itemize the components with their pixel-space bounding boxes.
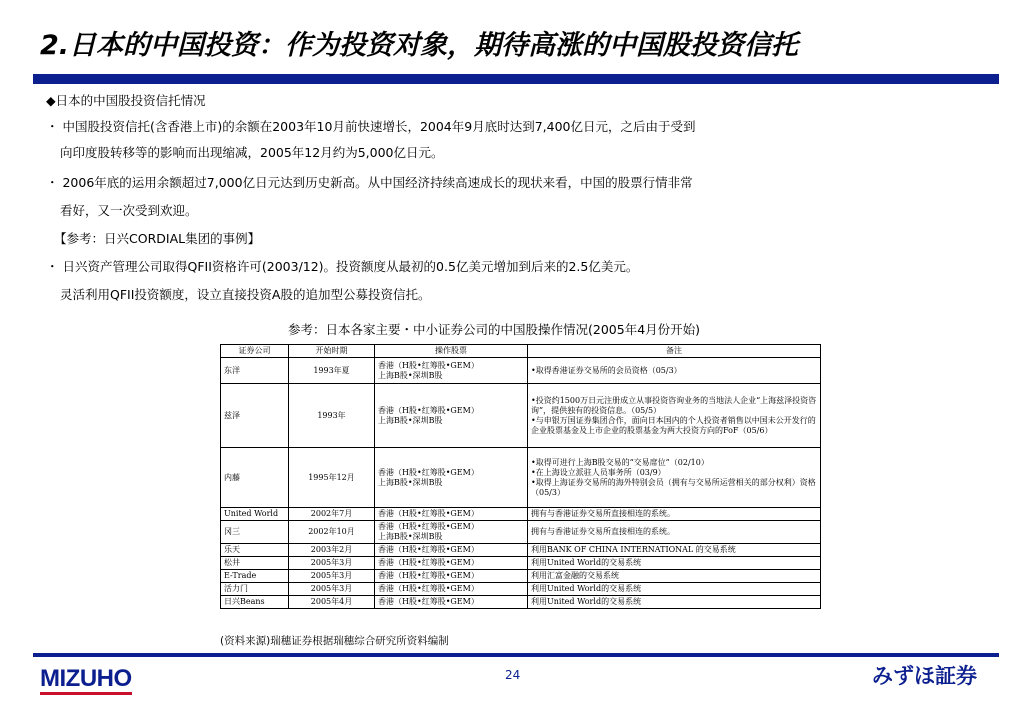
table-row bbox=[221, 508, 821, 521]
cell-stocks bbox=[375, 596, 528, 609]
stock-line: 上海B股•深圳B股 bbox=[378, 532, 443, 541]
cell-start: 1993年 bbox=[289, 384, 375, 448]
cell-start: 2005年3月 bbox=[289, 557, 375, 570]
cell-stocks bbox=[375, 521, 528, 544]
stock-line: 香港（H股•红筹股•GEM） bbox=[378, 558, 479, 567]
logo-underline bbox=[40, 692, 132, 695]
stock-line: 香港（H股•红筹股•GEM） bbox=[378, 545, 479, 554]
note-line: 拥有与香港证券交易所直接相连的系统。 bbox=[531, 509, 675, 518]
note-line: •与申银万国证券集团合作，面向日本国内的个人投资者销售以中国未公开发行的企业股票基金及上市企业的股票基金为两大投资方向的FoF（05/6） bbox=[531, 415, 816, 435]
cell-stocks bbox=[375, 570, 528, 583]
stock-line: 香港（H股•红筹股•GEM） bbox=[378, 584, 479, 593]
cell-company: 活力门 bbox=[221, 583, 289, 596]
note-line: 拥有与香港证券交易所直接相连的系统。 bbox=[531, 527, 675, 536]
table-row bbox=[221, 570, 821, 583]
cell-notes bbox=[528, 384, 821, 448]
note-line: 利用United World的交易系统 bbox=[531, 558, 642, 567]
bullet-2-line-2: 看好，又一次受到欢迎。 bbox=[60, 203, 198, 218]
stock-line: 香港（H股•红筹股•GEM） bbox=[378, 509, 479, 518]
cell-stocks bbox=[375, 384, 528, 448]
table-row bbox=[221, 596, 821, 609]
cell-notes bbox=[528, 508, 821, 521]
cell-stocks bbox=[375, 583, 528, 596]
title-divider-bar bbox=[33, 74, 999, 84]
stock-line: 香港（H股•红筹股•GEM） bbox=[378, 597, 479, 606]
column-header: 证券公司 bbox=[221, 345, 289, 358]
bullet-1-line-1: ・ 中国股投资信托(含香港上市)的余额在2003年10月前快速增长，2004年9月底时达到7,400亿日元，之后由于受到 bbox=[46, 119, 696, 134]
note-line: •投资约1500万日元注册成立从事投资咨询业务的当地法人企业“上海兹泽投资咨询”，提供独有的投资信息。（05/5） bbox=[531, 395, 817, 415]
stock-line: 香港（H股•红筹股•GEM） bbox=[378, 467, 479, 477]
page-title: 2.日本的中国投资：作为投资对象，期待高涨的中国股投资信托 bbox=[40, 30, 799, 61]
table-row bbox=[221, 583, 821, 596]
cell-stocks bbox=[375, 508, 528, 521]
cell-company: 兹泽 bbox=[221, 384, 289, 448]
cell-start: 2005年3月 bbox=[289, 570, 375, 583]
stock-line: 上海B股•深圳B股 bbox=[378, 370, 443, 380]
cell-start: 2002年10月 bbox=[289, 521, 375, 544]
table-row bbox=[221, 557, 821, 570]
stock-line: 上海B股•深圳B股 bbox=[378, 477, 443, 487]
cell-notes bbox=[528, 544, 821, 557]
table-header-row bbox=[221, 345, 821, 358]
column-header: 开始时期 bbox=[289, 345, 375, 358]
table-body bbox=[221, 358, 821, 609]
section-heading: ◆日本的中国股投资信托情况 bbox=[46, 93, 206, 108]
note-line: •取得上海证券交易所的海外特别会员（拥有与交易所运营相关的部分权利）资格（05/3） bbox=[531, 477, 816, 497]
table-row bbox=[221, 384, 821, 448]
cell-notes bbox=[528, 570, 821, 583]
cell-notes bbox=[528, 521, 821, 544]
cell-company: 内藤 bbox=[221, 448, 289, 508]
table-row bbox=[221, 521, 821, 544]
table-row bbox=[221, 358, 821, 384]
cell-notes bbox=[528, 358, 821, 384]
mizuho-logo: MIZUHO bbox=[40, 665, 132, 692]
cell-start: 1995年12月 bbox=[289, 448, 375, 508]
ref-bullet-line-2: 灵活利用QFII投资额度，设立直接投资A股的追加型公募投资信托。 bbox=[60, 287, 431, 302]
cell-start: 2005年3月 bbox=[289, 583, 375, 596]
column-header: 操作股票 bbox=[375, 345, 528, 358]
column-header: 备注 bbox=[528, 345, 821, 358]
note-line: 利用汇富金融的交易系统 bbox=[531, 571, 619, 580]
stock-line: 香港（H股•红筹股•GEM） bbox=[378, 522, 479, 531]
stock-line: 香港（H股•红筹股•GEM） bbox=[378, 405, 479, 415]
cell-stocks bbox=[375, 358, 528, 384]
cell-company: United World bbox=[221, 508, 289, 521]
cell-notes bbox=[528, 448, 821, 508]
cell-start: 2003年2月 bbox=[289, 544, 375, 557]
mizuho-securities-logo: みずほ証券 bbox=[872, 664, 977, 688]
page-number: 24 bbox=[505, 668, 521, 682]
table-caption: 参考：日本各家主要・中小证券公司的中国股操作情况(2005年4月份开始) bbox=[288, 322, 701, 337]
stock-line: 上海B股•深圳B股 bbox=[378, 415, 443, 425]
table-row bbox=[221, 448, 821, 508]
cell-notes bbox=[528, 557, 821, 570]
note-line: •取得可进行上海B股交易的“交易席位”（02/10） bbox=[531, 457, 709, 467]
cell-notes bbox=[528, 583, 821, 596]
note-line: 利用BANK OF CHINA INTERNATIONAL 的交易系统 bbox=[531, 545, 736, 554]
note-line: 利用United World的交易系统 bbox=[531, 584, 642, 593]
cell-start: 1993年夏 bbox=[289, 358, 375, 384]
bullet-2-line-1: ・ 2006年底的运用余额超过7,000亿日元达到历史新高。从中国经济持续高速成长的现状来看，中国的股票行情非常 bbox=[46, 175, 693, 190]
cell-company: 冈三 bbox=[221, 521, 289, 544]
cell-stocks bbox=[375, 448, 528, 508]
cell-company: 松井 bbox=[221, 557, 289, 570]
bullet-1-line-2: 向印度股转移等的影响而出现缩减，2005年12月约为5,000亿日元。 bbox=[60, 145, 444, 160]
note-line: •取得香港证券交易所的会员资格（05/3） bbox=[531, 365, 682, 375]
cell-company: 乐天 bbox=[221, 544, 289, 557]
cell-stocks bbox=[375, 544, 528, 557]
cell-company: 东洋 bbox=[221, 358, 289, 384]
cell-stocks bbox=[375, 557, 528, 570]
cell-start: 2005年4月 bbox=[289, 596, 375, 609]
securities-table bbox=[220, 344, 821, 609]
cell-company: 日兴Beans bbox=[221, 596, 289, 609]
cell-company: E-Trade bbox=[221, 570, 289, 583]
ref-bullet-line-1: ・ 日兴资产管理公司取得QFII资格许可(2003/12)。投资额度从最初的0.5亿美元增加到后来的2.5亿美元。 bbox=[46, 259, 639, 274]
reference-heading: 【参考：日兴CORDIAL集团的事例】 bbox=[54, 231, 261, 246]
source-note: (资料来源)瑞穗证券根据瑞穗综合研究所资料编制 bbox=[220, 635, 449, 647]
cell-notes bbox=[528, 596, 821, 609]
note-line: •在上海设立派驻人员事务所（03/9） bbox=[531, 467, 666, 477]
stock-line: 香港（H股•红筹股•GEM） bbox=[378, 360, 479, 370]
table-row bbox=[221, 544, 821, 557]
note-line: 利用United World的交易系统 bbox=[531, 597, 642, 606]
footer-divider-bar bbox=[33, 653, 999, 657]
stock-line: 香港（H股•红筹股•GEM） bbox=[378, 571, 479, 580]
cell-start: 2002年7月 bbox=[289, 508, 375, 521]
